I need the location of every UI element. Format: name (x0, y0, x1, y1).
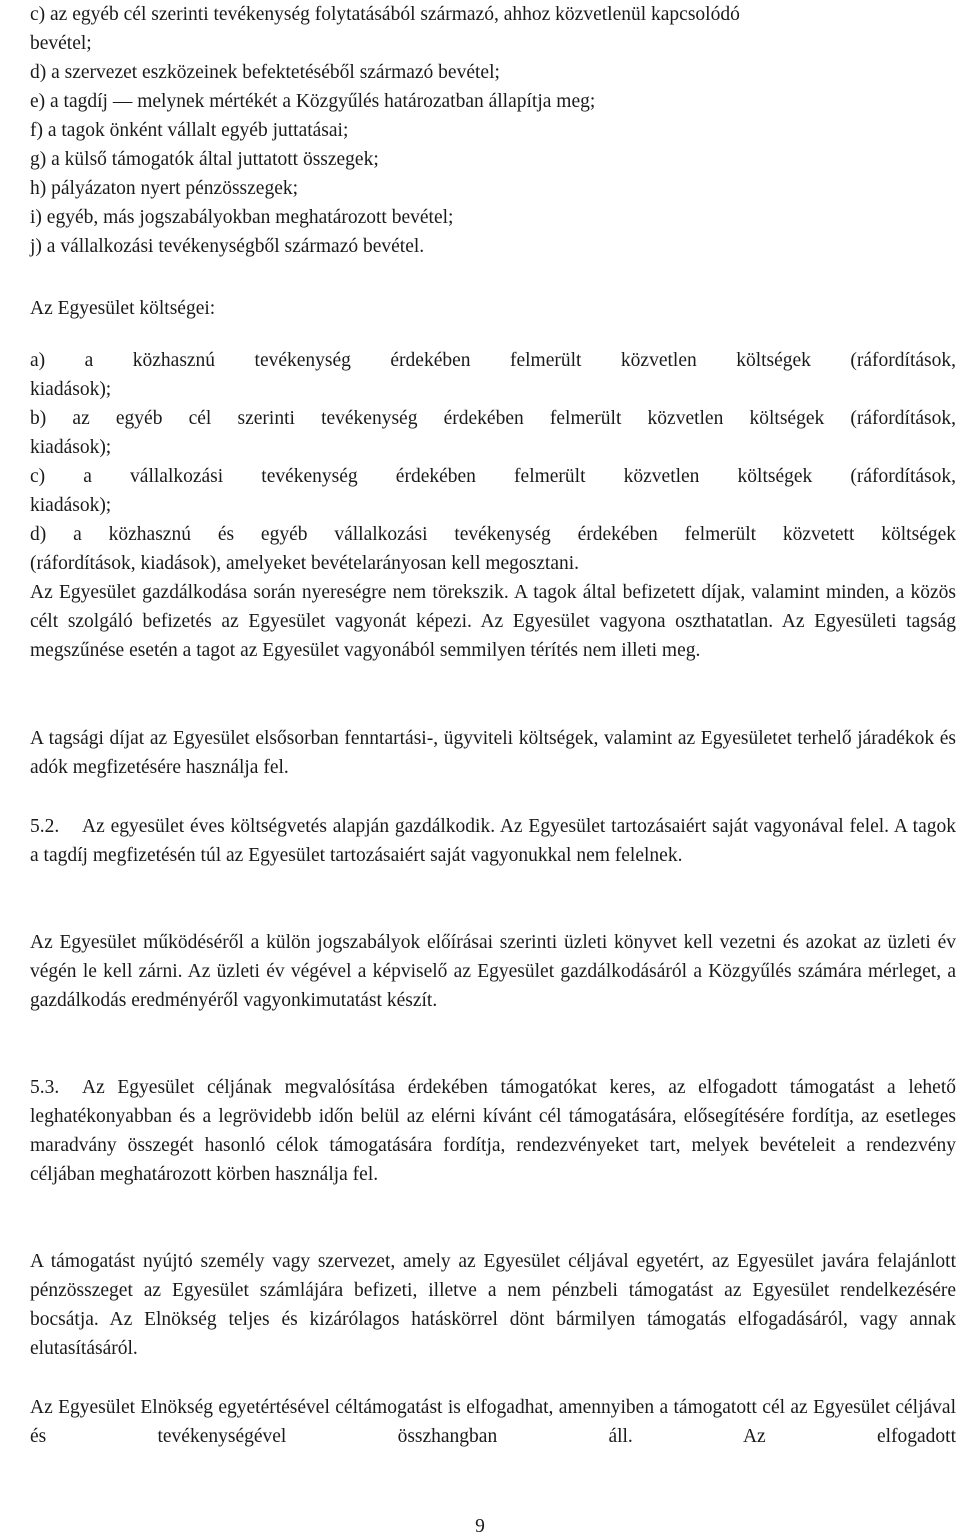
paragraph-membership-fee: A tagsági díjat az Egyesület elsősorban fenntartási-, ügyviteli költségek, valamint az Egyesületet terhelő járadékok és adók megfizetésére használja fel. (30, 728, 956, 778)
section-number: 5.3. (30, 1077, 60, 1098)
list-item: i) egyéb, más jogszabályokban meghatározott bevétel; (30, 207, 454, 228)
page-number: 9 (475, 1516, 485, 1537)
list-item: d) a szervezet eszközeinek befektetéséből származó bevétel; (30, 62, 500, 83)
list-item: e) a tagdíj — melynek mértékét a Közgyűlés határozatban állapítja meg; (30, 91, 596, 112)
list-item: b) az egyéb cél szerinti tevékenység érdekében felmerült közvetlen költségek (ráfordítások, (30, 408, 956, 429)
section-5-3-text (30, 1073, 956, 1189)
list-item-continuation: kiadások); (30, 437, 112, 458)
list-item: g) a külső támogatók által juttatott összegek; (30, 149, 379, 170)
costs-heading: Az Egyesület költségei: (30, 298, 216, 319)
section-5-2-text (30, 812, 956, 870)
section-5-2 (30, 812, 956, 870)
section-5-3 (30, 1073, 956, 1189)
list-item: f) a tagok önként vállalt egyéb juttatásai; (30, 120, 349, 141)
list-item-continuation: kiadások); (30, 495, 112, 516)
paragraph-support: A támogatást nyújtó személy vagy szervezet, amely az Egyesület céljával egyetért, az Egyesület javára felajánlott pénzösszeget az Egyesület számlájára befizeti, illetve a nem pénzbeli támogatást az Egyesület rendelkezésére bocsátja. Az Elnökség teljes és kizárólagos hatáskörrel dönt bármilyen támogatás elfogadásáról, vagy annak elutasításáról. (30, 1251, 956, 1359)
list-item-continuation: (ráfordítások, kiadások), amelyeket bevételarányosan kell megosztani. (30, 553, 580, 574)
section-body: Az egyesület éves költségvetés alapján gazdálkodik. Az Egyesület tartozásaiért saját vagyonával felel. A tagok a tagdíj megfizetésén túl az Egyesület tartozásaiért saját vagyonukkal nem felelnek. (30, 816, 956, 866)
section-body: Az Egyesület céljának megvalósítása érdekében támogatókat keres, az elfogadott támogatást a lehető leghatékonyabban és a legrövidebb időn belül az elérni kívánt cél támogatására, elősegítésére fordítja, az esetleges maradvány összegét hasonló célok támogatására fordítja, rendezvényeket tart, melyek bevételeit a rendezvény céljában meghatározott körben használja fel. (30, 1077, 956, 1185)
paragraph-bookkeeping: Az Egyesület működéséről a külön jogszabályok előírásai szerinti üzleti könyvet kell vezetni és azokat az üzleti év végén le kell zárni. Az üzleti év végével a képviselő az Egyesület gazdálkodásáról a Közgyűlés számára mérleget, a gazdálkodás eredményéről vagyonkimutatást készít. (30, 932, 956, 1011)
paragraph-profit: Az Egyesület gazdálkodása során nyereségre nem törekszik. A tagok által befizetett díjak, valamint minden, a közös célt szolgáló befizetés az Egyesület vagyonát képezi. Az Egyesület vagyona oszthatatlan. Az Egyesületi tagság megszűnése esetén a tagot az Egyesület vagyonából semmilyen térítés nem illeti meg. (30, 582, 956, 661)
costs-list (30, 346, 956, 578)
list-item: a) a közhasznú tevékenység érdekében felmerült közvetlen költségek (ráfordítások, (30, 350, 956, 371)
list-item: c) a vállalkozási tevékenység érdekében felmerült közvetlen költségek (ráfordítások, (30, 466, 956, 487)
list-item: j) a vállalkozási tevékenységből származó bevétel. (30, 236, 425, 257)
income-list (30, 0, 740, 261)
list-item: d) a közhasznú és egyéb vállalkozási tevékenység érdekében felmerült közvetett költségek (30, 524, 956, 545)
list-item: h) pályázaton nyert pénzösszegek; (30, 178, 299, 199)
list-item: c) az egyéb cél szerinti tevékenység folytatásából származó, ahhoz közvetlenül kapcsolódó (30, 4, 740, 25)
list-item-continuation: kiadások); (30, 379, 112, 400)
paragraph-targeted-support: Az Egyesület Elnökség egyetértésével céltámogatást is elfogadhat, amennyiben a támogatott cél az Egyesület céljával és tevékenységével összhangban áll. Az elfogadott (30, 1397, 956, 1447)
section-number: 5.2. (30, 816, 60, 837)
list-item-continuation: bevétel; (30, 33, 92, 54)
